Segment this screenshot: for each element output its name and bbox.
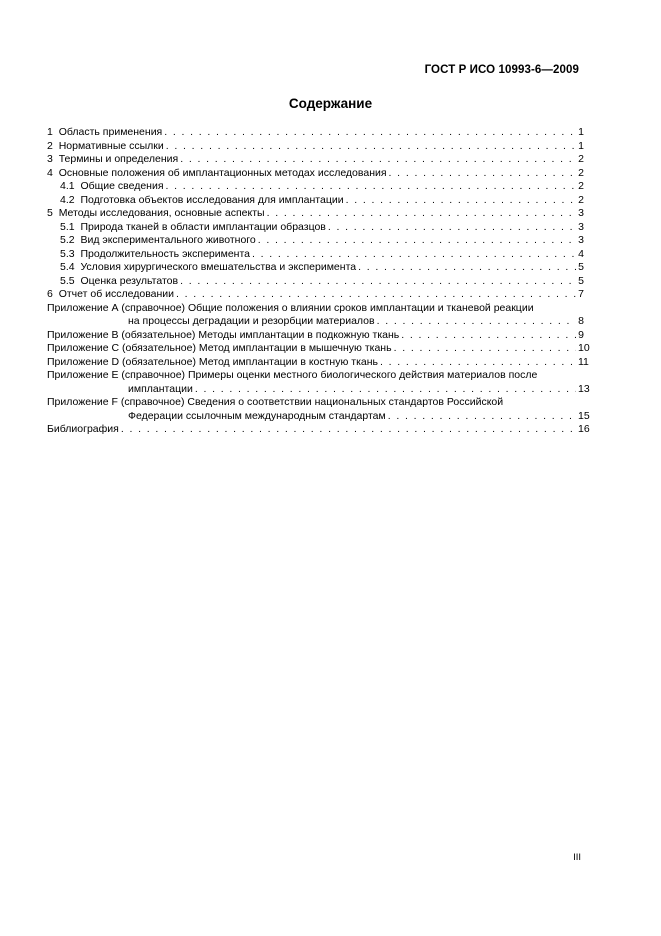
toc-annex-entry-c[interactable]: [47, 342, 590, 356]
toc-entry[interactable]: [47, 153, 584, 167]
toc-entry[interactable]: [47, 126, 584, 140]
toc-leader-dots: [180, 275, 576, 289]
toc-entry-title: Методы исследования, основные аспекты: [58, 207, 265, 219]
toc-entry-page: 8: [578, 315, 584, 327]
toc-leader-dots: [166, 180, 576, 194]
toc-entry-number: 2: [47, 139, 53, 152]
toc-entry-title: Основные положения об имплантационных методах исследования: [58, 166, 387, 179]
toc-entry-title: Область применения: [58, 126, 163, 138]
toc-entry-page: 2: [578, 166, 584, 179]
toc-entry-page: 7: [578, 288, 584, 300]
toc-entry-page: 15: [578, 409, 590, 422]
toc-leader-dots: [377, 315, 576, 329]
toc-entry-number: 4: [47, 166, 53, 179]
toc-leader-dots: [389, 167, 576, 181]
toc-entry-page: 1: [578, 126, 584, 138]
toc-leader-dots: [380, 356, 576, 370]
toc-annex-title-line2: на процессы деградации и резорбции материалов: [128, 315, 375, 327]
toc-entry-number: 4.2: [60, 193, 75, 206]
toc-leader-dots: [401, 329, 576, 343]
toc-subentry[interactable]: [47, 234, 584, 248]
toc-leader-dots: [164, 126, 576, 140]
toc-entry-title: Приложение С (обязательное) Метод имплантации в мышечную ткань: [47, 342, 392, 354]
toc-leader-dots: [394, 342, 576, 356]
toc-annex-title-line1: Приложение Е (справочное) Примеры оценки местного биологического действия материалов после: [47, 369, 538, 381]
toc-subentry[interactable]: [47, 248, 584, 262]
toc-entry-number: 1: [47, 126, 53, 138]
toc-entry-page: 1: [578, 139, 584, 152]
toc-entry-page: 5: [578, 261, 584, 273]
toc-annex-title-line1: Приложение А (справочное) Общие положения о влиянии сроков имплантации и тканевой реакции: [47, 301, 534, 314]
toc-annex-entry-d[interactable]: [47, 355, 589, 370]
page-number: III: [573, 852, 581, 863]
toc-entry-title: Продолжительность эксперимента: [80, 247, 251, 260]
toc-entry-number: 3: [47, 153, 53, 165]
toc-entry-page: 3: [578, 207, 584, 219]
toc-annex-entry-f[interactable]: [47, 396, 590, 423]
document-standard-header: ГОСТ Р ИСО 10993-6—2009: [424, 64, 579, 76]
page-title: Содержание: [288, 96, 373, 111]
toc-entry-page: 2: [578, 193, 584, 206]
toc-entry-title: Вид экспериментального животного: [80, 234, 256, 246]
toc-entry-page: 10: [578, 342, 590, 354]
toc-entry-number: 5.4: [60, 261, 75, 273]
toc-entry-number: 6: [47, 288, 53, 300]
table-of-contents: [47, 126, 590, 437]
toc-entry-title: Природа тканей в области имплантации образцов: [80, 220, 326, 233]
toc-leader-dots: [121, 423, 576, 437]
toc-leader-dots: [176, 288, 576, 302]
toc-annex-entry-e[interactable]: [47, 369, 590, 396]
toc-entry-number: 5.3: [60, 247, 75, 260]
toc-annex-title-line1: Приложение F (справочное) Сведения о соответствии национальных стандартов Российской: [47, 396, 504, 408]
toc-entry-title: Нормативные ссылки: [58, 139, 164, 152]
toc-entry-page: 2: [578, 180, 584, 192]
toc-entry[interactable]: [47, 167, 584, 181]
toc-entry-number: 5.5: [60, 274, 75, 287]
toc-entry-page: 5: [578, 274, 584, 287]
toc-subentry[interactable]: [47, 221, 584, 235]
toc-leader-dots: [180, 153, 576, 167]
toc-annex-title-line2: имплантации: [128, 382, 193, 395]
toc-entry-page: 3: [578, 234, 584, 246]
toc-entry-page: 11: [578, 355, 589, 368]
toc-entry-page: 4: [578, 247, 584, 260]
toc-entry-title: Приложение D (обязательное) Метод имплантации в костную ткань: [47, 355, 379, 368]
toc-subentry[interactable]: [47, 194, 584, 208]
toc-entry-number: 5: [47, 207, 53, 219]
toc-entry-title: Оценка результатов: [80, 274, 179, 287]
toc-leader-dots: [258, 234, 576, 248]
toc-annex-entry-b[interactable]: [47, 329, 584, 343]
toc-entry-page: 9: [578, 328, 584, 341]
toc-annex-title-line2: Федерации ссылочным международным стандартам: [128, 409, 386, 422]
toc-leader-dots: [166, 140, 576, 154]
toc-leader-dots: [358, 261, 576, 275]
toc-leader-dots: [195, 383, 576, 397]
toc-entry-title: Библиография: [47, 423, 119, 435]
toc-entry-title: Термины и определения: [58, 153, 179, 165]
toc-entry-title: Условия хирургического вмешательства и эксперимента: [80, 261, 357, 273]
toc-leader-dots: [328, 221, 576, 235]
toc-subentry[interactable]: [47, 275, 584, 289]
toc-leader-dots: [267, 207, 576, 221]
toc-entry-page: 2: [578, 153, 584, 165]
toc-entry-number: 4.1: [60, 180, 75, 192]
toc-entry-number: 5.2: [60, 234, 75, 246]
toc-entry-page: 16: [578, 423, 590, 435]
toc-entry-page: 13: [578, 382, 590, 395]
toc-entry-title: Приложение В (обязательное) Методы имплантации в подкожную ткань: [47, 328, 400, 341]
toc-entry[interactable]: [47, 140, 584, 154]
toc-leader-dots: [252, 248, 576, 262]
toc-entry-title: Подготовка объектов исследования для имплантации: [80, 193, 344, 206]
toc-entry[interactable]: [47, 207, 584, 221]
toc-entry-title: Отчет об исследовании: [58, 288, 175, 300]
toc-leader-dots: [388, 410, 576, 424]
toc-bibliography-entry[interactable]: [47, 423, 590, 437]
toc-entry-number: 5.1: [60, 220, 75, 233]
toc-subentry[interactable]: [47, 180, 584, 194]
toc-leader-dots: [346, 194, 576, 208]
toc-entry-title: Общие сведения: [80, 180, 164, 192]
toc-annex-entry-a[interactable]: [47, 302, 584, 329]
toc-entry[interactable]: [47, 288, 584, 302]
toc-subentry[interactable]: [47, 261, 584, 275]
toc-entry-page: 3: [578, 220, 584, 233]
